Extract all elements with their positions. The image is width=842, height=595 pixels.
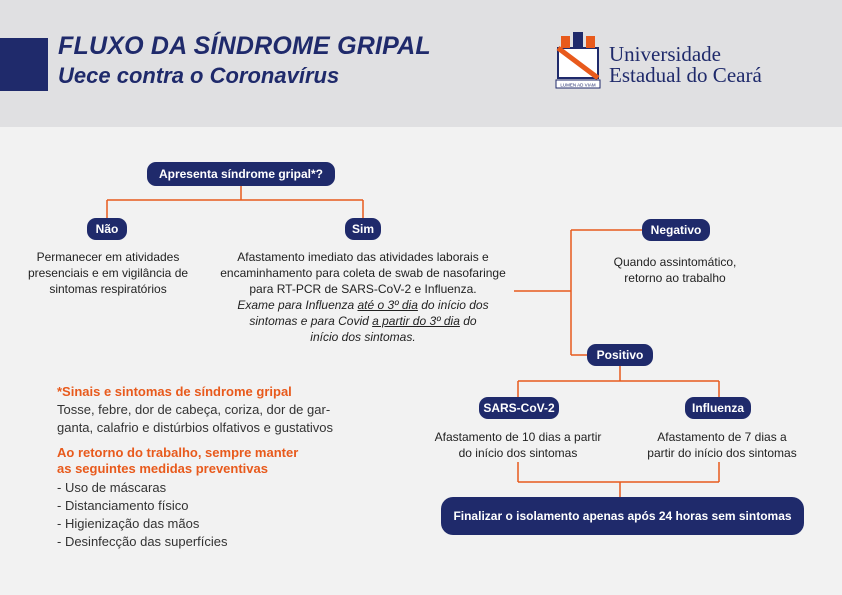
nao-box: Não (87, 218, 127, 240)
sim-box: Sim (345, 218, 381, 240)
measure-item: - Uso de máscaras (57, 480, 167, 495)
sars-cov-2-box: SARS-CoV-2 (479, 397, 559, 419)
sars-cov-2-text: Afastamento de 10 dias a partir do início dos sintomas (434, 430, 602, 460)
crest-motto: LUMEN AD VIAM (560, 82, 596, 88)
sim-text: Afastamento imediato das atividades laborais e encaminhamento para coleta de swab de nasofaringe para RT-PCR de SARS-CoV-2 e Influenza. Exame para Influenza até o 3º dia do início dos sintomas e para Covid a partir do 3º dia do início dos sintomas. (220, 250, 506, 344)
final-isolation-box: Finalizar o isolamento apenas após 24 horas sem sintomas (441, 497, 804, 535)
university-name-line1: Universidade (609, 42, 721, 66)
measure-item: - Distanciamento físico (57, 498, 189, 513)
influenza-box: Influenza (685, 397, 751, 419)
signs-text: Tosse, febre, dor de cabeça, coriza, dor de gar- ganta, calafrio e distúrbios olfativos e gustativos (57, 402, 334, 435)
negativo-box: Negativo (642, 219, 710, 241)
nao-text: Permanecer em atividades presenciais e em vigilância de sintomas respiratórios (27, 250, 189, 296)
page-subtitle: Uece contra o Coronavírus (58, 63, 340, 88)
signs-title: *Sinais e sintomas de síndrome gripal (57, 384, 292, 399)
measure-item: - Higienização das mãos (57, 516, 200, 531)
positivo-box: Positivo (587, 344, 653, 366)
negativo-text: Quando assintomático, retorno ao trabalho (613, 255, 737, 285)
question-box: Apresenta síndrome gripal*? (147, 162, 335, 186)
measure-item: - Desinfecção das superfícies (57, 534, 228, 549)
page-title: FLUXO DA SÍNDROME GRIPAL (58, 32, 431, 60)
measures-list (57, 479, 228, 551)
university-name-line2: Estadual do Ceará (609, 63, 762, 87)
return-title: Ao retorno do trabalho, sempre manter as seguintes medidas preventivas (57, 445, 299, 476)
influenza-text: Afastamento de 7 dias a partir do início dos sintomas (647, 430, 797, 460)
